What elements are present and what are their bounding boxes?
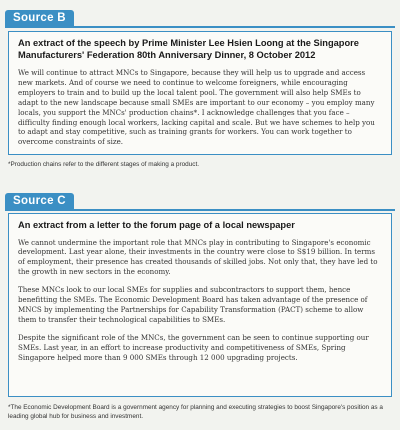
source-b-title: An extract of the speech by Prime Minister Lee Hsien Loong at the Singapore Manufacturers' Federation 80th Anniversary Dinner, 8 October 2012: [18, 38, 359, 60]
source-c-footnote: *The Economic Development Board is a government agency for planning and executing strategies to boost Singapore's position as a leading global hub for business and investment.: [8, 404, 383, 420]
source-b-tab: Source B: [5, 10, 74, 27]
source-b-rule: [5, 26, 395, 28]
source-b-box: [8, 31, 392, 155]
source-b-body: We will continue to attract MNCs to Singapore, because they will help us to upgrade and access new markets. And of course we need to continue to welcome foreigners, while encouraging employers to train and to build up the local talent pool. The government will also help SMEs to adapt to the new landscape because small SMEs are important to our economy – you employ many locals, you support the MNCs' production chains*. I acknowledge challenges that you face – difficulty finding enough local workers, lacking capital and scale. But we have schemes to help you to adapt and stay competitive, such as training grants for workers. You can work together to overcome constraints of size.: [18, 68, 375, 147]
source-c-title: An extract from a letter to the forum page of a local newspaper: [18, 220, 295, 230]
source-c-rule: [5, 209, 395, 211]
source-c-paragraph: Despite the significant role of the MNCs, the government can be seen to continue supporting our SMEs. Last year, in an effort to increase productivity and competitiveness of SMEs, Spring Singapore helped more than 9 000 SMEs through 12 000 upgrading projects.: [18, 332, 369, 362]
source-c-paragraph: These MNCs look to our local SMEs for supplies and subcontractors to support them, hence benefitting the SMEs. The Economic Development Board has taken advantage of the presence of MNCS by implementing the Partnerships for Capability Transformation (PACT) scheme to allow them to transfer their technological capabilities to SMEs.: [18, 285, 368, 324]
source-c-box: [8, 213, 392, 397]
source-b-footnote: *Production chains refer to the different stages of making a product.: [8, 161, 200, 168]
source-c-tab: Source C: [5, 193, 74, 210]
source-c-body: [18, 238, 382, 363]
source-c-paragraph: We cannot undermine the important role that MNCs play in contributing to Singapore's economic development. Last year alone, their investments in the country were close to S$19 billion. In terms of employment, their presence has created thousands of skilled jobs. Not only that, they have led to the growth in new sectors in the economy.: [18, 237, 378, 277]
